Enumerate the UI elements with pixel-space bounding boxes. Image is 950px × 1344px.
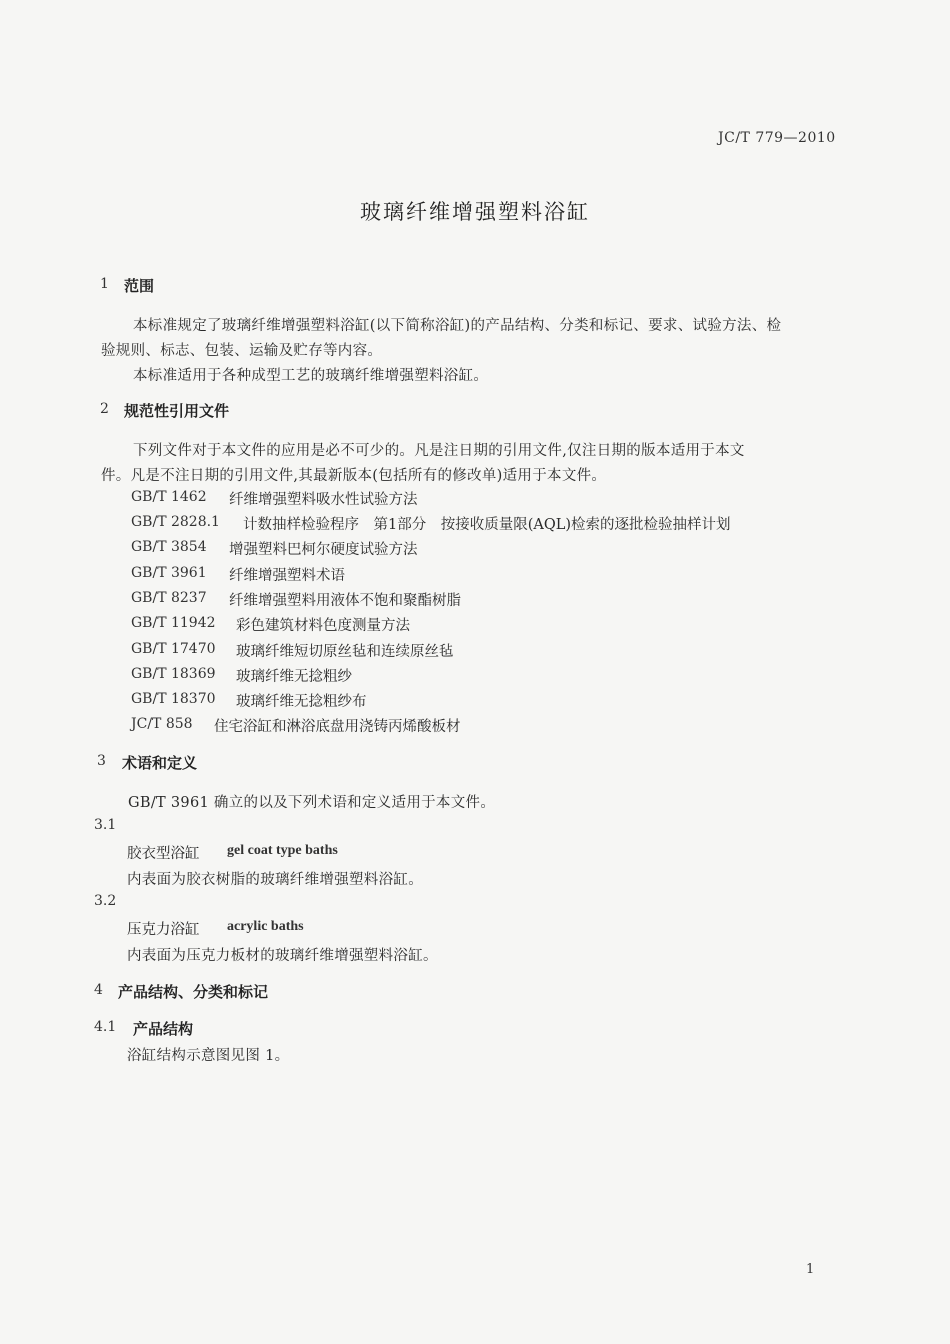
term-3-2-english: acrylic baths xyxy=(227,919,304,934)
reference-code: GB/T 18369 xyxy=(131,666,216,682)
reference-title: 计数抽样检验程序 第1部分 按接收质量限(AQL)检索的逐批检验抽样计划 xyxy=(243,517,731,533)
reference-title: 纤维增强塑料吸水性试验方法 xyxy=(229,492,418,508)
section-3-title: 术语和定义 xyxy=(122,754,198,772)
term-3-2-definition: 内表面为压克力板材的玻璃纤维增强塑料浴缸。 xyxy=(127,948,438,964)
section-3-paragraph: GB/T 3961 确立的以及下列术语和定义适用于本文件。 xyxy=(128,795,496,811)
reference-title: 住宅浴缸和淋浴底盘用浇铸丙烯酸板材 xyxy=(214,719,461,735)
reference-title: 彩色建筑材料色度测量方法 xyxy=(236,618,410,634)
document-code: JC/T 779—2010 xyxy=(718,130,836,146)
section-1-paragraph-1-line-2: 验规则、标志、包装、运输及贮存等内容。 xyxy=(101,343,383,359)
reference-code: GB/T 2828.1 xyxy=(131,514,220,530)
reference-title: 玻璃纤维无捻粗纱布 xyxy=(236,694,367,710)
section-2-number: 2 xyxy=(100,401,109,417)
reference-code: GB/T 11942 xyxy=(131,615,216,631)
subsection-4-1-title: 产品结构 xyxy=(133,1020,194,1038)
term-3-1-number: 3.1 xyxy=(94,817,117,833)
section-2-paragraph-line-2: 件。凡是不注日期的引用文件,其最新版本(包括所有的修改单)适用于本文件。 xyxy=(101,468,607,484)
section-1-number: 1 xyxy=(100,276,109,292)
reference-code: GB/T 3961 xyxy=(131,565,207,581)
section-1-paragraph-1-line-1: 本标准规定了玻璃纤维增强塑料浴缸(以下简称浴缸)的产品结构、分类和标记、要求、试验方法、检 xyxy=(133,318,782,334)
subsection-4-1-number: 4.1 xyxy=(94,1019,117,1035)
term-3-1-definition: 内表面为胶衣树脂的玻璃纤维增强塑料浴缸。 xyxy=(127,872,423,888)
reference-code: GB/T 18370 xyxy=(131,691,216,707)
term-3-2-chinese: 压克力浴缸 xyxy=(127,922,200,938)
reference-code: GB/T 1462 xyxy=(131,489,207,505)
section-3-number: 3 xyxy=(97,753,106,769)
section-1-paragraph-2: 本标准适用于各种成型工艺的玻璃纤维增强塑料浴缸。 xyxy=(133,368,489,384)
document-title: 玻璃纤维增强塑料浴缸 xyxy=(360,200,590,224)
section-4-title: 产品结构、分类和标记 xyxy=(118,983,269,1001)
reference-code: GB/T 8237 xyxy=(131,590,207,606)
term-3-1-english: gel coat type baths xyxy=(227,843,338,858)
section-2-paragraph-line-1: 下列文件对于本文件的应用是必不可少的。凡是注日期的引用文件,仅注日期的版本适用于本文 xyxy=(133,443,745,459)
reference-title: 纤维增强塑料术语 xyxy=(229,568,345,584)
term-3-2-number: 3.2 xyxy=(94,893,117,909)
reference-code: JC/T 858 xyxy=(131,716,193,732)
reference-code: GB/T 17470 xyxy=(131,641,216,657)
subsection-4-1-text: 浴缸结构示意图见图 1。 xyxy=(127,1048,290,1064)
reference-title: 玻璃纤维短切原丝毡和连续原丝毡 xyxy=(236,644,454,660)
page-number: 1 xyxy=(806,1262,815,1277)
section-2-title: 规范性引用文件 xyxy=(124,402,230,420)
section-4-number: 4 xyxy=(94,982,103,998)
section-1-title: 范围 xyxy=(124,277,155,295)
reference-title: 纤维增强塑料用液体不饱和聚酯树脂 xyxy=(229,593,461,609)
reference-code: GB/T 3854 xyxy=(131,539,207,555)
reference-title: 玻璃纤维无捻粗纱 xyxy=(236,669,352,685)
term-3-1-chinese: 胶衣型浴缸 xyxy=(127,846,200,862)
reference-title: 增强塑料巴柯尔硬度试验方法 xyxy=(229,542,418,558)
